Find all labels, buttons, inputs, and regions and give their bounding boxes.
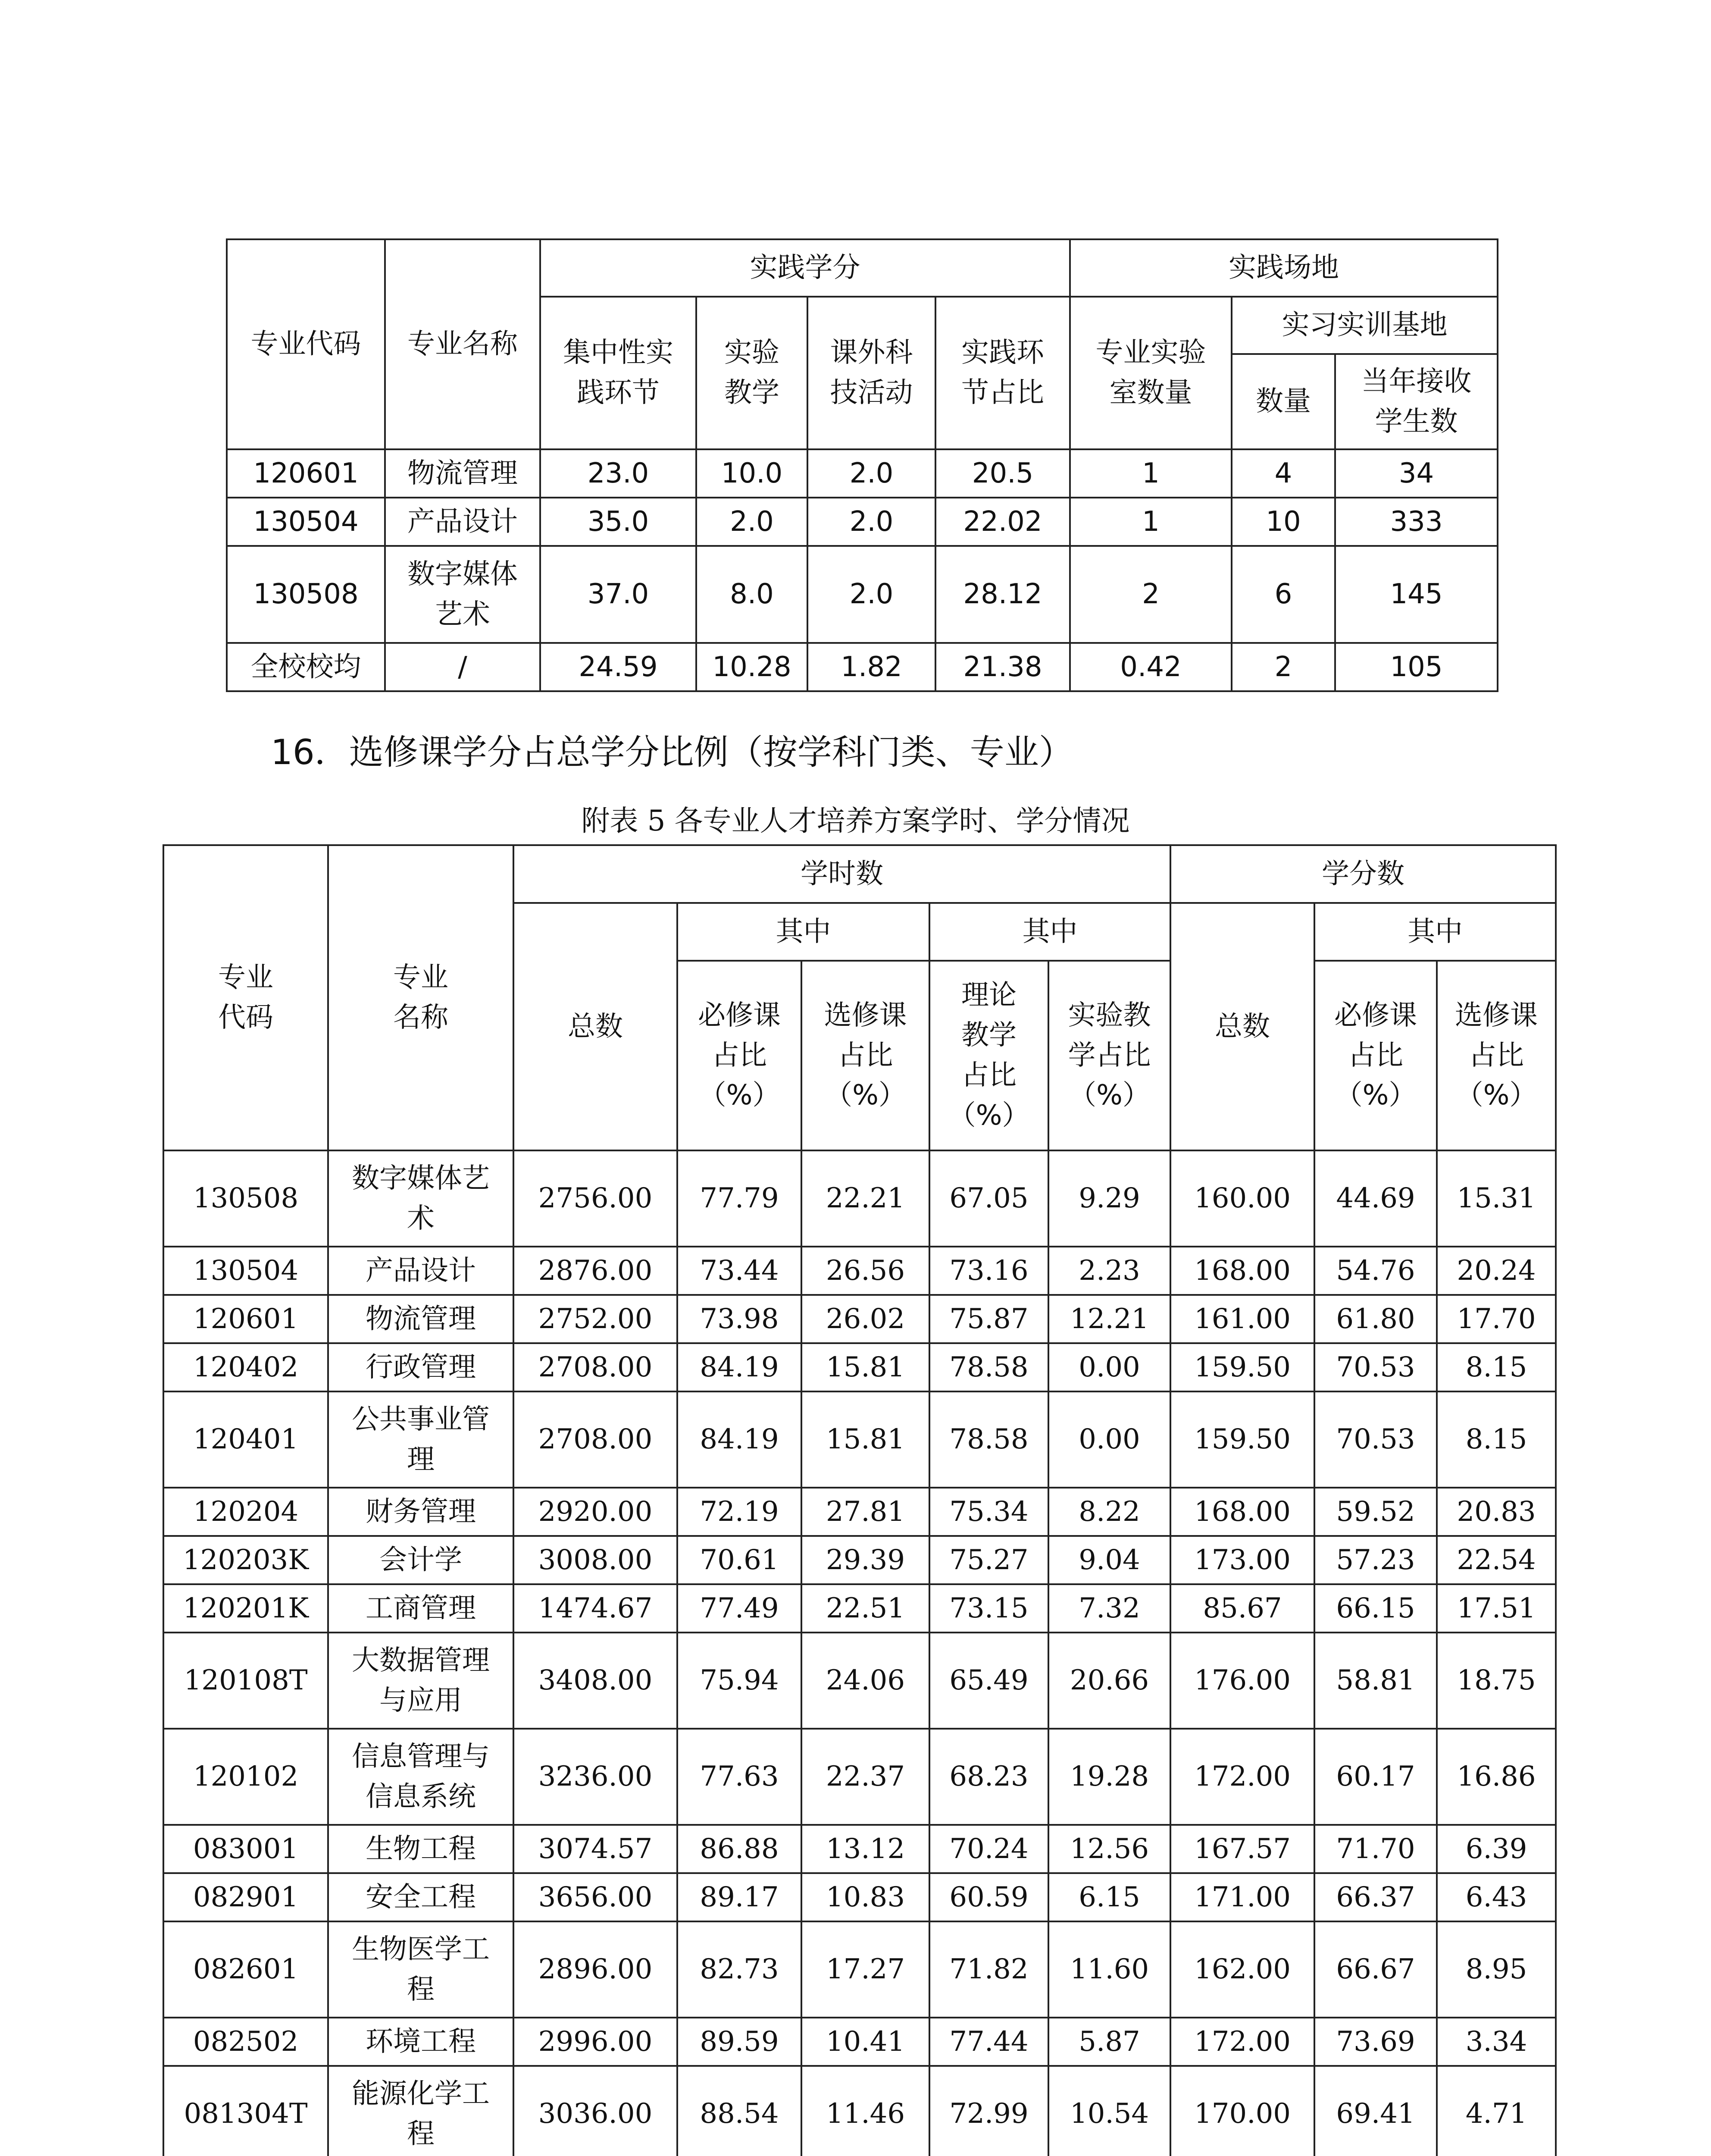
table-row	[163, 2066, 1556, 2156]
practice-credits-table	[226, 238, 1498, 692]
table-cell: 1	[1070, 498, 1232, 546]
header-experiment: 实验 教学	[696, 297, 807, 449]
header-code: 专业代码	[227, 239, 385, 449]
table-cell: 082502	[163, 2018, 328, 2066]
header-credits-total: 总数	[1170, 903, 1314, 1150]
table-cell: 168.00	[1170, 1247, 1314, 1295]
header-labs: 专业实验 室数量	[1070, 297, 1232, 449]
table-cell: 66.15	[1314, 1584, 1437, 1633]
table-cell: 168.00	[1170, 1488, 1314, 1536]
table-cell: 2752.00	[513, 1295, 677, 1343]
table-cell: 161.00	[1170, 1295, 1314, 1343]
table-cell: 159.50	[1170, 1391, 1314, 1488]
table-cell: 生物工程	[328, 1825, 513, 1873]
table-cell: 20.24	[1437, 1247, 1556, 1295]
table-cell: 2708.00	[513, 1391, 677, 1488]
table-cell: 083001	[163, 1825, 328, 1873]
table-cell: 15.31	[1437, 1150, 1556, 1247]
table-cell: 20.5	[935, 449, 1070, 498]
header-bases-count: 数量	[1232, 354, 1335, 449]
table-cell: 8.22	[1048, 1488, 1170, 1536]
table-cell: 70.53	[1314, 1343, 1437, 1391]
table-cell: 59.52	[1314, 1488, 1437, 1536]
table-cell: 10.0	[696, 449, 807, 498]
table-cell: 71.70	[1314, 1825, 1437, 1873]
table-row	[163, 1584, 1556, 1633]
table-row	[163, 1633, 1556, 1729]
hours-credits-table	[163, 844, 1557, 2156]
table-cell: 生物医学工 程	[328, 1921, 513, 2018]
header-practice-credits: 实践学分	[540, 239, 1070, 297]
table-cell: 1	[1070, 449, 1232, 498]
table-cell: 26.02	[801, 1295, 929, 1343]
table-cell: 22.54	[1437, 1536, 1556, 1584]
table-cell: 3656.00	[513, 1873, 677, 1921]
table-cell: 17.70	[1437, 1295, 1556, 1343]
table-cell: 89.59	[677, 2018, 801, 2066]
table-cell: 78.58	[929, 1391, 1048, 1488]
table-cell: 57.23	[1314, 1536, 1437, 1584]
table-cell: 130504	[227, 498, 385, 546]
table-cell: 60.59	[929, 1873, 1048, 1921]
table-cell: 89.17	[677, 1873, 801, 1921]
table-cell: 75.34	[929, 1488, 1048, 1536]
header-elective-ratio: 选修课 占比 （%）	[801, 961, 929, 1150]
table-cell: 0.00	[1048, 1343, 1170, 1391]
table-row	[163, 1825, 1556, 1873]
table-cell: 120601	[163, 1295, 328, 1343]
table-cell: 160.00	[1170, 1150, 1314, 1247]
table-cell: 17.51	[1437, 1584, 1556, 1633]
table-cell: 10.41	[801, 2018, 929, 2066]
header-practice-ratio: 实践环 节占比	[935, 297, 1070, 449]
header-among-2: 其中	[929, 903, 1170, 961]
table-cell: 77.79	[677, 1150, 801, 1247]
table-cell: 能源化学工 程	[328, 2066, 513, 2156]
table-cell: 58.81	[1314, 1633, 1437, 1729]
table-cell: 86.88	[677, 1825, 801, 1873]
table-cell: 67.05	[929, 1150, 1048, 1247]
header-name: 专业名称	[385, 239, 540, 449]
table-cell: 2.0	[807, 449, 935, 498]
header-hours: 学时数	[513, 845, 1170, 903]
table-cell: 1.82	[807, 643, 935, 691]
table-cell: 66.67	[1314, 1921, 1437, 2018]
table-cell: 71.82	[929, 1921, 1048, 2018]
table-cell: 29.39	[801, 1536, 929, 1584]
table-cell: 信息管理与 信息系统	[328, 1729, 513, 1825]
table-cell: 2.0	[696, 498, 807, 546]
table-cell: 167.57	[1170, 1825, 1314, 1873]
table-row	[163, 2018, 1556, 2066]
table-cell: 73.16	[929, 1247, 1048, 1295]
table-row	[163, 1488, 1556, 1536]
table-cell: 22.37	[801, 1729, 929, 1825]
table-cell: 产品设计	[385, 498, 540, 546]
table-cell: 24.59	[540, 643, 696, 691]
table-cell: 120201K	[163, 1584, 328, 1633]
table-cell: 68.23	[929, 1729, 1048, 1825]
table-cell: 26.56	[801, 1247, 929, 1295]
table-cell: 333	[1335, 498, 1498, 546]
table-cell: 大数据管理 与应用	[328, 1633, 513, 1729]
table-cell: 120401	[163, 1391, 328, 1488]
table-cell: 20.83	[1437, 1488, 1556, 1536]
table-cell: 77.44	[929, 2018, 1048, 2066]
table-cell: 120601	[227, 449, 385, 498]
table-cell: 会计学	[328, 1536, 513, 1584]
table-cell: 13.12	[801, 1825, 929, 1873]
table-cell: 24.06	[801, 1633, 929, 1729]
table-cell: 84.19	[677, 1343, 801, 1391]
table-cell: 全校校均	[227, 643, 385, 691]
table-cell: 21.38	[935, 643, 1070, 691]
table-cell: 081304T	[163, 2066, 328, 2156]
table-cell: 2.0	[807, 546, 935, 643]
table-cell: 159.50	[1170, 1343, 1314, 1391]
table-cell: 1474.67	[513, 1584, 677, 1633]
table-cell: 2756.00	[513, 1150, 677, 1247]
table-row	[227, 449, 1498, 498]
table-cell: 78.58	[929, 1343, 1048, 1391]
table-cell: 22.51	[801, 1584, 929, 1633]
table-cell: 60.17	[1314, 1729, 1437, 1825]
table-cell: 73.44	[677, 1247, 801, 1295]
table-cell: 172.00	[1170, 1729, 1314, 1825]
table-cell: 19.28	[1048, 1729, 1170, 1825]
table-cell: 10.28	[696, 643, 807, 691]
table-cell: 73.98	[677, 1295, 801, 1343]
header-concentrated: 集中性实 践环节	[540, 297, 696, 449]
table-cell: 130504	[163, 1247, 328, 1295]
table-cell: 3408.00	[513, 1633, 677, 1729]
table-cell: 8.15	[1437, 1343, 1556, 1391]
table-cell: 162.00	[1170, 1921, 1314, 2018]
table-cell: 4.71	[1437, 2066, 1556, 2156]
table-cell: 120203K	[163, 1536, 328, 1584]
table-cell: 10	[1232, 498, 1335, 546]
table-cell: 10.54	[1048, 2066, 1170, 2156]
table-cell: 物流管理	[385, 449, 540, 498]
table-row	[163, 1391, 1556, 1488]
header-training-bases: 实习实训基地	[1232, 297, 1498, 354]
header-experiment-ratio: 实验教 学占比 （%）	[1048, 961, 1170, 1150]
table-cell: 120204	[163, 1488, 328, 1536]
table-row	[227, 546, 1498, 643]
table-caption: 附表 5 各专业人才培养方案学时、学分情况	[581, 804, 1130, 837]
table-cell: 23.0	[540, 449, 696, 498]
table-cell: 34	[1335, 449, 1498, 498]
table-cell: 105	[1335, 643, 1498, 691]
table-cell: 28.12	[935, 546, 1070, 643]
table-cell: 37.0	[540, 546, 696, 643]
header-credit-elective-ratio: 选修课 占比 （%）	[1437, 961, 1556, 1150]
table-cell: 44.69	[1314, 1150, 1437, 1247]
table-cell: 2876.00	[513, 1247, 677, 1295]
header-required-ratio: 必修课 占比 （%）	[677, 961, 801, 1150]
table-cell: 130508	[227, 546, 385, 643]
table-cell: 2	[1070, 546, 1232, 643]
table-cell: 120102	[163, 1729, 328, 1825]
table-cell: 88.54	[677, 2066, 801, 2156]
table-cell: 70.61	[677, 1536, 801, 1584]
section-heading-16: 16．选修课学分占总学分比例（按学科门类、专业）	[271, 732, 1073, 772]
table-cell: 6.43	[1437, 1873, 1556, 1921]
table-cell: 77.49	[677, 1584, 801, 1633]
table-cell: 公共事业管 理	[328, 1391, 513, 1488]
table-cell: 73.15	[929, 1584, 1048, 1633]
table-cell: 0.00	[1048, 1391, 1170, 1488]
header-credit-required-ratio: 必修课 占比 （%）	[1314, 961, 1437, 1150]
table-cell: 66.37	[1314, 1873, 1437, 1921]
table-cell: 170.00	[1170, 2066, 1314, 2156]
table-cell: 2896.00	[513, 1921, 677, 2018]
table-cell: 73.69	[1314, 2018, 1437, 2066]
table-cell: 12.56	[1048, 1825, 1170, 1873]
table-cell: 54.76	[1314, 1247, 1437, 1295]
table-cell: 82.73	[677, 1921, 801, 2018]
table-cell: 产品设计	[328, 1247, 513, 1295]
table-cell: 11.46	[801, 2066, 929, 2156]
table-row	[163, 1343, 1556, 1391]
table-cell: 0.42	[1070, 643, 1232, 691]
header-code: 专业 代码	[163, 845, 328, 1150]
table-cell: 22.21	[801, 1150, 929, 1247]
header-name: 专业 名称	[328, 845, 513, 1150]
table-cell: 172.00	[1170, 2018, 1314, 2066]
header-practice-sites: 实践场地	[1070, 239, 1498, 297]
table-cell: 84.19	[677, 1391, 801, 1488]
header-theory-ratio: 理论 教学 占比 （%）	[929, 961, 1048, 1150]
table-row	[163, 1921, 1556, 2018]
table-cell: 物流管理	[328, 1295, 513, 1343]
table-row	[163, 1295, 1556, 1343]
header-credits: 学分数	[1170, 845, 1556, 903]
table-cell: 65.49	[929, 1633, 1048, 1729]
table-cell: 20.66	[1048, 1633, 1170, 1729]
table-cell: 3036.00	[513, 2066, 677, 2156]
table-cell: 5.87	[1048, 2018, 1170, 2066]
table-cell: 75.87	[929, 1295, 1048, 1343]
table-cell: 17.27	[801, 1921, 929, 2018]
table-row	[163, 1873, 1556, 1921]
table-cell: 数字媒体艺 术	[328, 1150, 513, 1247]
table-cell: 35.0	[540, 498, 696, 546]
table-cell: 7.32	[1048, 1584, 1170, 1633]
table-cell: 2920.00	[513, 1488, 677, 1536]
table-cell: 数字媒体 艺术	[385, 546, 540, 643]
table-cell: 70.53	[1314, 1391, 1437, 1488]
table-cell: 2996.00	[513, 2018, 677, 2066]
table-cell: 环境工程	[328, 2018, 513, 2066]
table-row	[163, 1729, 1556, 1825]
table-cell: 6	[1232, 546, 1335, 643]
table-cell: 171.00	[1170, 1873, 1314, 1921]
table-cell: 082901	[163, 1873, 328, 1921]
table-cell: 75.27	[929, 1536, 1048, 1584]
table-cell: 16.86	[1437, 1729, 1556, 1825]
table-cell: 3.34	[1437, 2018, 1556, 2066]
table-cell: 72.19	[677, 1488, 801, 1536]
table-row-school-average	[227, 643, 1498, 691]
table-cell: 176.00	[1170, 1633, 1314, 1729]
header-among-3: 其中	[1314, 903, 1556, 961]
table-cell: 10.83	[801, 1873, 929, 1921]
table-cell: 61.80	[1314, 1295, 1437, 1343]
table-cell: 145	[1335, 546, 1498, 643]
table-cell: 行政管理	[328, 1343, 513, 1391]
header-students: 当年接收 学生数	[1335, 354, 1498, 449]
table-cell: 72.99	[929, 2066, 1048, 2156]
table-cell: 15.81	[801, 1391, 929, 1488]
table-cell: 2	[1232, 643, 1335, 691]
table-cell: 70.24	[929, 1825, 1048, 1873]
table-cell: 8.95	[1437, 1921, 1556, 2018]
table-cell: 安全工程	[328, 1873, 513, 1921]
table-cell: 120108T	[163, 1633, 328, 1729]
table-cell: 8.0	[696, 546, 807, 643]
table-cell: 15.81	[801, 1343, 929, 1391]
table-row	[163, 1247, 1556, 1295]
table-cell: 3236.00	[513, 1729, 677, 1825]
table-cell: 173.00	[1170, 1536, 1314, 1584]
table-cell: 120402	[163, 1343, 328, 1391]
table-row	[163, 1536, 1556, 1584]
table-cell: 12.21	[1048, 1295, 1170, 1343]
table-cell: 18.75	[1437, 1633, 1556, 1729]
table-cell: 9.29	[1048, 1150, 1170, 1247]
table-cell: 6.39	[1437, 1825, 1556, 1873]
table-cell: 27.81	[801, 1488, 929, 1536]
table-cell: 2.0	[807, 498, 935, 546]
table-cell: 9.04	[1048, 1536, 1170, 1584]
table-cell: 11.60	[1048, 1921, 1170, 2018]
table-row	[227, 498, 1498, 546]
table-cell: 85.67	[1170, 1584, 1314, 1633]
header-among-1: 其中	[677, 903, 929, 961]
table-cell: 130508	[163, 1150, 328, 1247]
header-hours-total: 总数	[513, 903, 677, 1150]
header-extracurricular: 课外科 技活动	[807, 297, 935, 449]
table-cell: 工商管理	[328, 1584, 513, 1633]
table-cell: 2708.00	[513, 1343, 677, 1391]
table-cell: 3074.57	[513, 1825, 677, 1873]
table-cell: 财务管理	[328, 1488, 513, 1536]
table-cell: 69.41	[1314, 2066, 1437, 2156]
table-cell: 3008.00	[513, 1536, 677, 1584]
table-cell: 8.15	[1437, 1391, 1556, 1488]
table-cell: 77.63	[677, 1729, 801, 1825]
table-cell: 75.94	[677, 1633, 801, 1729]
table-row	[163, 1150, 1556, 1247]
table-cell: 2.23	[1048, 1247, 1170, 1295]
table-cell: 4	[1232, 449, 1335, 498]
table-cell: /	[385, 643, 540, 691]
table-cell: 22.02	[935, 498, 1070, 546]
table-cell: 6.15	[1048, 1873, 1170, 1921]
table-cell: 082601	[163, 1921, 328, 2018]
